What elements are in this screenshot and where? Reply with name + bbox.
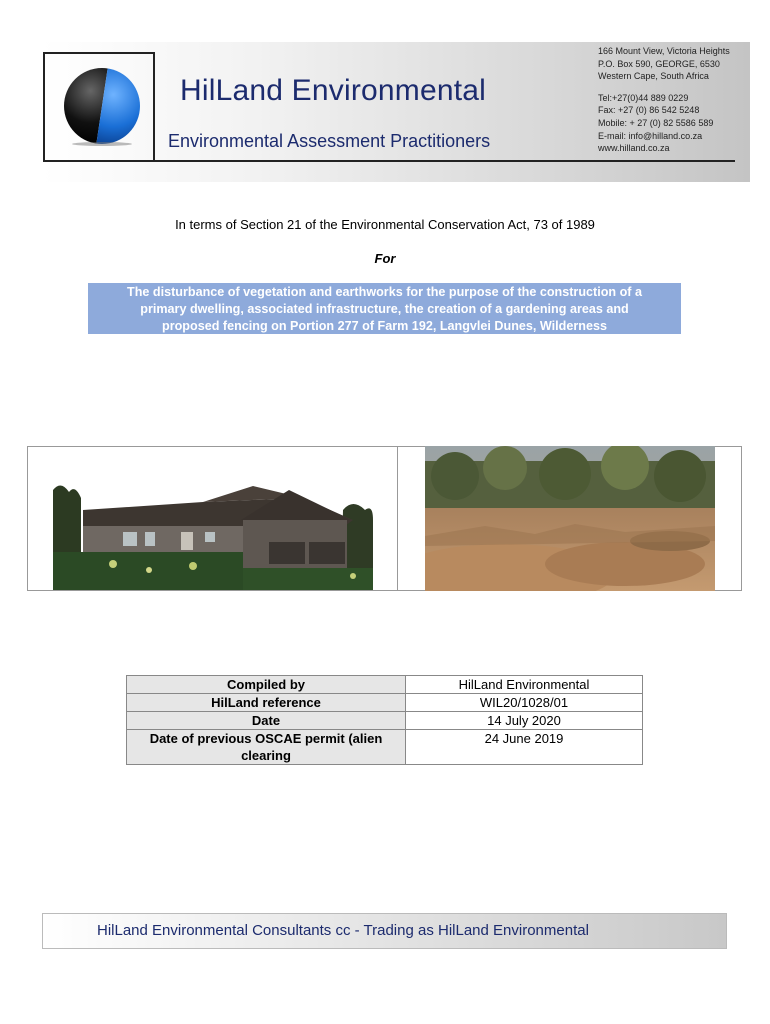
legislation-line: In terms of Section 21 of the Environmental Conservation Act, 73 of 1989 bbox=[175, 217, 595, 232]
row-label: Date of previous OSCAE permit (alien clearing bbox=[127, 730, 406, 765]
company-tagline: Environmental Assessment Practitioners bbox=[168, 131, 491, 151]
dwelling-render-image bbox=[53, 480, 373, 590]
row-label: Date bbox=[127, 712, 406, 730]
table-row bbox=[127, 712, 643, 730]
proposal-line: proposed fencing on Portion 277 of Farm 192, Langvlei Dunes, Wilderness bbox=[162, 319, 607, 333]
for-label: For bbox=[374, 251, 396, 266]
row-label: HilLand reference bbox=[127, 694, 406, 712]
address-line-1: 166 Mount View, Victoria Heights bbox=[598, 46, 730, 56]
contact-block bbox=[598, 45, 730, 155]
table-row bbox=[127, 694, 643, 712]
row-value: WIL20/1028/01 bbox=[406, 694, 643, 712]
company-name: HilLand Environmental bbox=[180, 74, 487, 107]
contact-tel: Tel:+27(0)44 889 0229 bbox=[598, 92, 689, 103]
address-line-3: Western Cape, South Africa bbox=[598, 71, 709, 82]
photo-divider bbox=[397, 446, 398, 591]
site-clearing-photo bbox=[425, 446, 715, 591]
row-value: 24 June 2019 bbox=[406, 730, 643, 765]
proposal-line: primary dwelling, associated infrastructure, the creation of a gardening areas and bbox=[140, 302, 629, 316]
report-details-table bbox=[126, 675, 643, 765]
row-value: HilLand Environmental bbox=[406, 676, 643, 694]
contact-web[interactable]: www.hilland.co.za bbox=[598, 143, 670, 154]
row-label: Compiled by bbox=[127, 676, 406, 694]
contact-email[interactable]: E-mail: info@hilland.co.za bbox=[598, 130, 703, 141]
address-line-2: P.O. Box 590, GEORGE, 6530 bbox=[598, 58, 720, 69]
row-value: 14 July 2020 bbox=[406, 712, 643, 730]
header-rule bbox=[43, 160, 735, 162]
contact-fax: Fax: +27 (0) 86 542 5248 bbox=[598, 105, 700, 116]
company-logo-globe bbox=[62, 66, 142, 146]
table-row bbox=[127, 676, 643, 694]
contact-mobile: Mobile: + 27 (0) 82 5586 589 bbox=[598, 117, 714, 128]
proposal-box bbox=[88, 283, 681, 334]
table-row bbox=[127, 730, 643, 765]
proposal-line: The disturbance of vegetation and earthworks for the purpose of the construction of a bbox=[127, 285, 642, 299]
footer-text: HilLand Environmental Consultants cc - Trading as HilLand Environmental bbox=[97, 922, 589, 939]
